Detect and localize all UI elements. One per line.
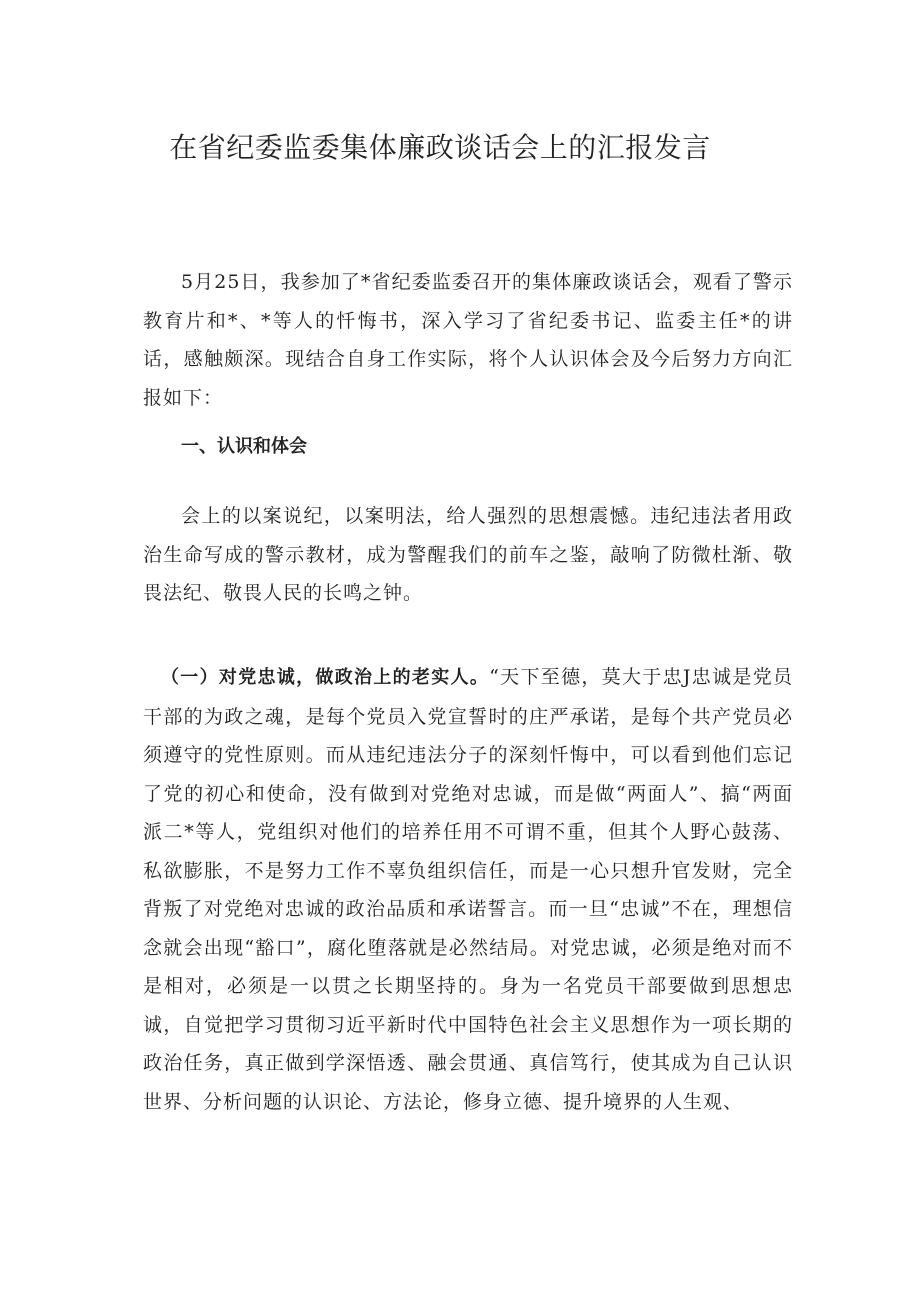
opening-paragraph: 5月25日，我参加了*省纪委监委召开的集体廉政谈话会，观看了警示教育片和*、*等人的忏悔书，深入学习了省纪委书记、监委主任*的讲话，感触颇深。现结合自身工作实际，将个人认识体会及今后努力方向汇报如下： [143, 271, 793, 409]
paragraph-warning-lesson: 会上的以案说纪，以案明法，给人强烈的思想震憾。违纪违法者用政治生命写成的警示教材，成为警醒我们的前车之鉴，敲响了防微杜渐、敬畏法纪、敬畏人民的长鸣之钟。 [143, 505, 793, 604]
section-heading-recognition: 一、认识和体会 [181, 436, 307, 457]
paragraph-loyalty-body: “天下至德，莫大于忠J忠诚是党员干部的为政之魂，是每个党员入党宣誓时的庄严承诺，是每个共产党员必须遵守的党性原则。而从违纪违法分子的深刻忏悔中，可以看到他们忘记了党的初心和使命，没有做到对党绝对忠诚，而是做“两面人”、搞“两面派二*等人，党组织对他们的培养任用不可谓不重，但其个人野心鼓荡、私欲膨胀，不是努力工作不辜负组织信任，而是一心只想升官发财，完全背叛了对党绝对忠诚的政治品质和承诺誓言。而一旦“忠诚”不在，理想信念就会出现“豁口”，腐化堕落就是必然结局。对党忠诚，必须是绝对而不是相对，必须是一以贯之长期坚持的。身为一名党员干部要做到思想忠诚，自觉把学习贯彻习近平新时代中国特色社会主义思想作为一项长期的政治任务，真正做到学深悟透、融会贯通、真信笃行，使其成为自己认识世界、分析问题的认识论、方法论，修身立德、提升境界的人生观、 [143, 666, 793, 1113]
paragraph-loyalty [143, 658, 793, 1121]
document-title: 在省纪委监委集体廉政谈话会上的汇报发言 [169, 131, 711, 164]
subsection-heading-loyalty: （一）对党忠诚，做政治上的老实人。 [161, 667, 490, 688]
